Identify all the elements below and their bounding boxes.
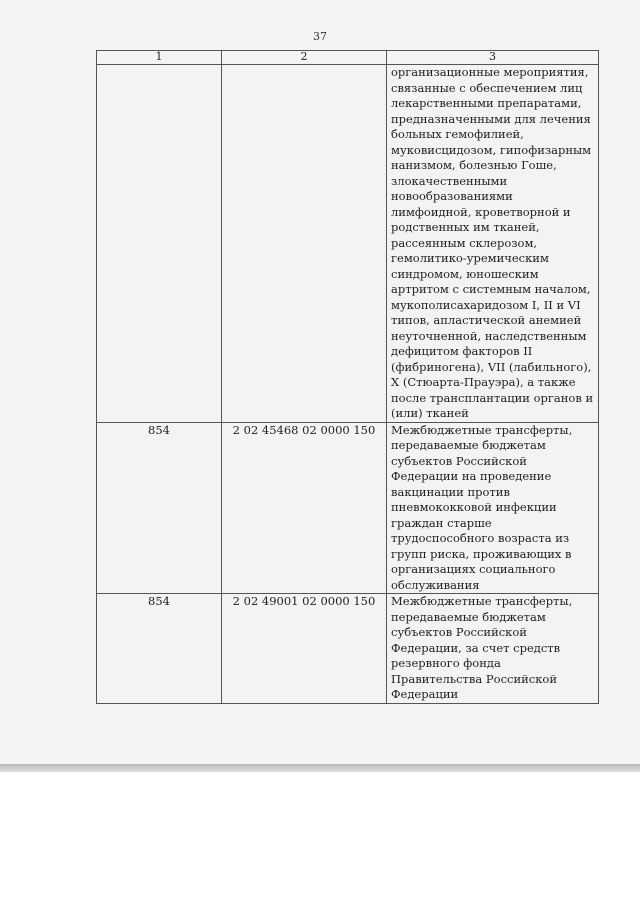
admin-code-cell: 854 xyxy=(97,422,222,594)
column-header-2: 2 xyxy=(222,51,387,65)
revenue-code-cell: 2 02 49001 02 0000 150 xyxy=(222,594,387,704)
description-cell: организационные мероприятия, связанные с обеспечением лиц лекарственными препаратами, предназначенными для лечения больных гемофилией, муковисцидозом, гипофизарным нанизмом, болезнью Гоше, злокачественными новообразованиями лимфоидной, кроветворной и родственных им тканей, рассеянным склерозом, гемолитико-уремическим синдромом, юношеским артритом с системным началом, мукополисахаридозом I, II и VI типов, апластической анемией неуточненной, наследственным дефицитом факторов II (фибриногена), VII (лабильного), X (Стюарта-Прауэра), а также после трансплантации органов и (или) тканей xyxy=(387,65,599,423)
description-cell: Межбюджетные трансферты, передаваемые бюджетам субъектов Российской Федерации, за счет средств резервного фонда Правительства Российской Федерации xyxy=(387,594,599,704)
page-number: 37 xyxy=(313,30,327,43)
budget-codes-table xyxy=(96,50,599,704)
column-header-1: 1 xyxy=(97,51,222,65)
table-row xyxy=(97,422,599,594)
table-header-row xyxy=(97,51,599,65)
scan-bottom-edge xyxy=(0,764,640,772)
table-row xyxy=(97,594,599,704)
column-header-3: 3 xyxy=(387,51,599,65)
admin-code-cell xyxy=(97,65,222,423)
revenue-code-cell xyxy=(222,65,387,423)
revenue-code-cell: 2 02 45468 02 0000 150 xyxy=(222,422,387,594)
admin-code-cell: 854 xyxy=(97,594,222,704)
table-row xyxy=(97,65,599,423)
description-cell: Межбюджетные трансферты, передаваемые бюджетам субъектов Российской Федерации на проведение вакцинации против пневмококковой инфекции граждан старше трудоспособного возраста из групп риска, проживающих в организациях социального обслуживания xyxy=(387,422,599,594)
